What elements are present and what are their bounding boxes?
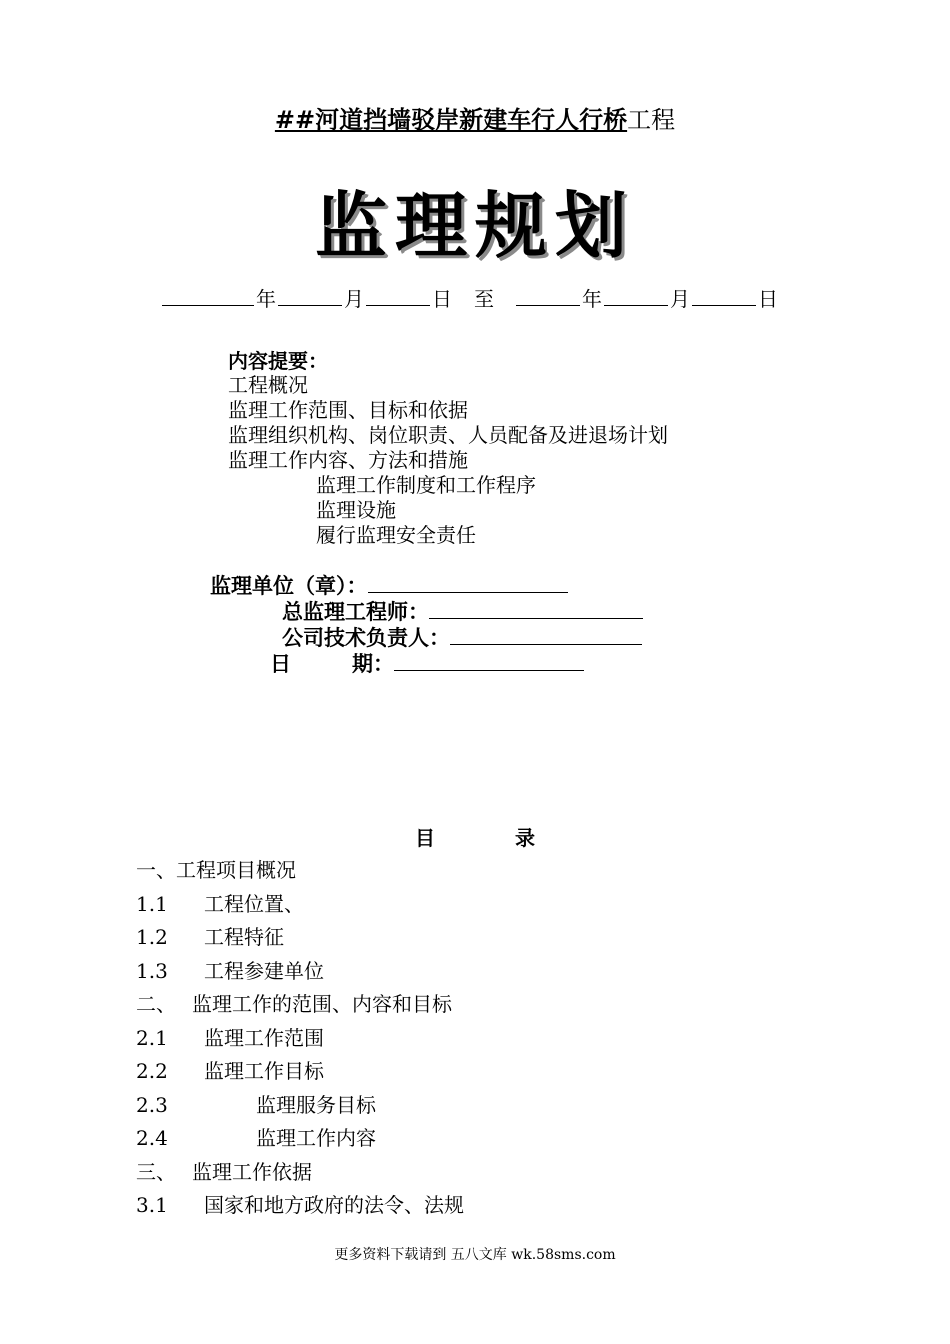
toc-number: 二、 [136, 992, 176, 1016]
toc-number: 3.1 [136, 1193, 168, 1217]
project-title [0, 104, 950, 136]
toc-item [136, 890, 304, 918]
chief-engineer-label: 总监理工程师： [282, 599, 429, 624]
day-label: 日 [432, 287, 452, 311]
summary-item: 监理组织机构、岗位职责、人员配备及进退场计划 [228, 423, 668, 447]
toc-number: 2.1 [136, 1026, 168, 1050]
toc-text: 监理工作目标 [204, 1059, 324, 1083]
toc-item [136, 990, 452, 1018]
unit-label: 监理单位（章）： [210, 573, 368, 598]
toc-text: 工程特征 [204, 925, 284, 949]
to-label: 至 [474, 287, 494, 311]
summary-item: 监理工作范围、目标和依据 [228, 398, 468, 422]
tech-lead-label: 公司技术负责人： [282, 625, 450, 650]
toc-item [136, 1024, 324, 1052]
toc-number: 1.2 [136, 925, 168, 949]
blank-line [162, 285, 254, 306]
summary-heading: 内容提要： [228, 349, 328, 373]
summary-item: 工程概况 [228, 373, 308, 397]
date-label-a: 日 [270, 651, 291, 676]
project-suffix: 工程 [627, 106, 676, 134]
toc-text: 国家和地方政府的法令、法规 [204, 1193, 464, 1217]
toc-number: 1.1 [136, 892, 168, 916]
month-label: 月 [670, 287, 690, 311]
toc-text: 监理工作内容 [256, 1126, 376, 1150]
toc-text: 工程项目概况 [176, 858, 296, 882]
toc-item [136, 1057, 324, 1085]
signature-line [429, 596, 643, 619]
toc-number: 2.2 [136, 1059, 168, 1083]
summary-item: 监理工作制度和工作程序 [316, 473, 536, 497]
toc-number: 2.3 [136, 1093, 168, 1117]
signature-line [450, 622, 642, 645]
toc-text: 监理工作依据 [192, 1160, 312, 1184]
toc-text: 监理服务目标 [256, 1093, 376, 1117]
toc-item [136, 1124, 376, 1152]
toc-heading-b: 录 [515, 826, 535, 850]
project-name: ##河道挡墙驳岸新建车行人行桥 [274, 105, 628, 134]
toc-heading-a: 目 [415, 826, 435, 850]
toc-number: 三、 [136, 1160, 176, 1184]
blank-line [516, 285, 580, 306]
main-title: 监理规划 [314, 184, 635, 268]
toc-text: 工程参建单位 [204, 959, 324, 983]
toc-item [136, 856, 296, 884]
month-label: 月 [344, 287, 364, 311]
footer-text: 更多资料下载请到 五八文库 wk.58sms.com [334, 1247, 616, 1263]
toc-text: 监理工作的范围、内容和目标 [192, 992, 452, 1016]
day-label: 日 [758, 287, 778, 311]
toc-text: 工程位置、 [204, 892, 304, 916]
blank-line [604, 285, 668, 306]
year-label: 年 [582, 287, 602, 311]
blank-line [278, 285, 342, 306]
date-range-line [162, 285, 780, 313]
signature-line [368, 570, 568, 593]
date-label-b: 期： [352, 651, 394, 676]
blank-line [692, 285, 756, 306]
signature-date-row [270, 648, 584, 678]
toc-item [136, 957, 324, 985]
blank-line [366, 285, 430, 306]
toc-item [136, 1158, 312, 1186]
summary-item: 履行监理安全责任 [316, 523, 476, 547]
toc-number: 一、 [136, 858, 176, 882]
toc-item [136, 923, 284, 951]
toc-item [136, 1091, 376, 1119]
summary-item: 监理设施 [316, 498, 396, 522]
toc-number: 1.3 [136, 959, 168, 983]
toc-item [136, 1191, 464, 1219]
toc-text: 监理工作范围 [204, 1026, 324, 1050]
summary-item: 监理工作内容、方法和措施 [228, 448, 468, 472]
toc-heading [0, 824, 950, 852]
signature-line [394, 648, 584, 671]
year-label: 年 [256, 287, 276, 311]
toc-number: 2.4 [136, 1126, 168, 1150]
